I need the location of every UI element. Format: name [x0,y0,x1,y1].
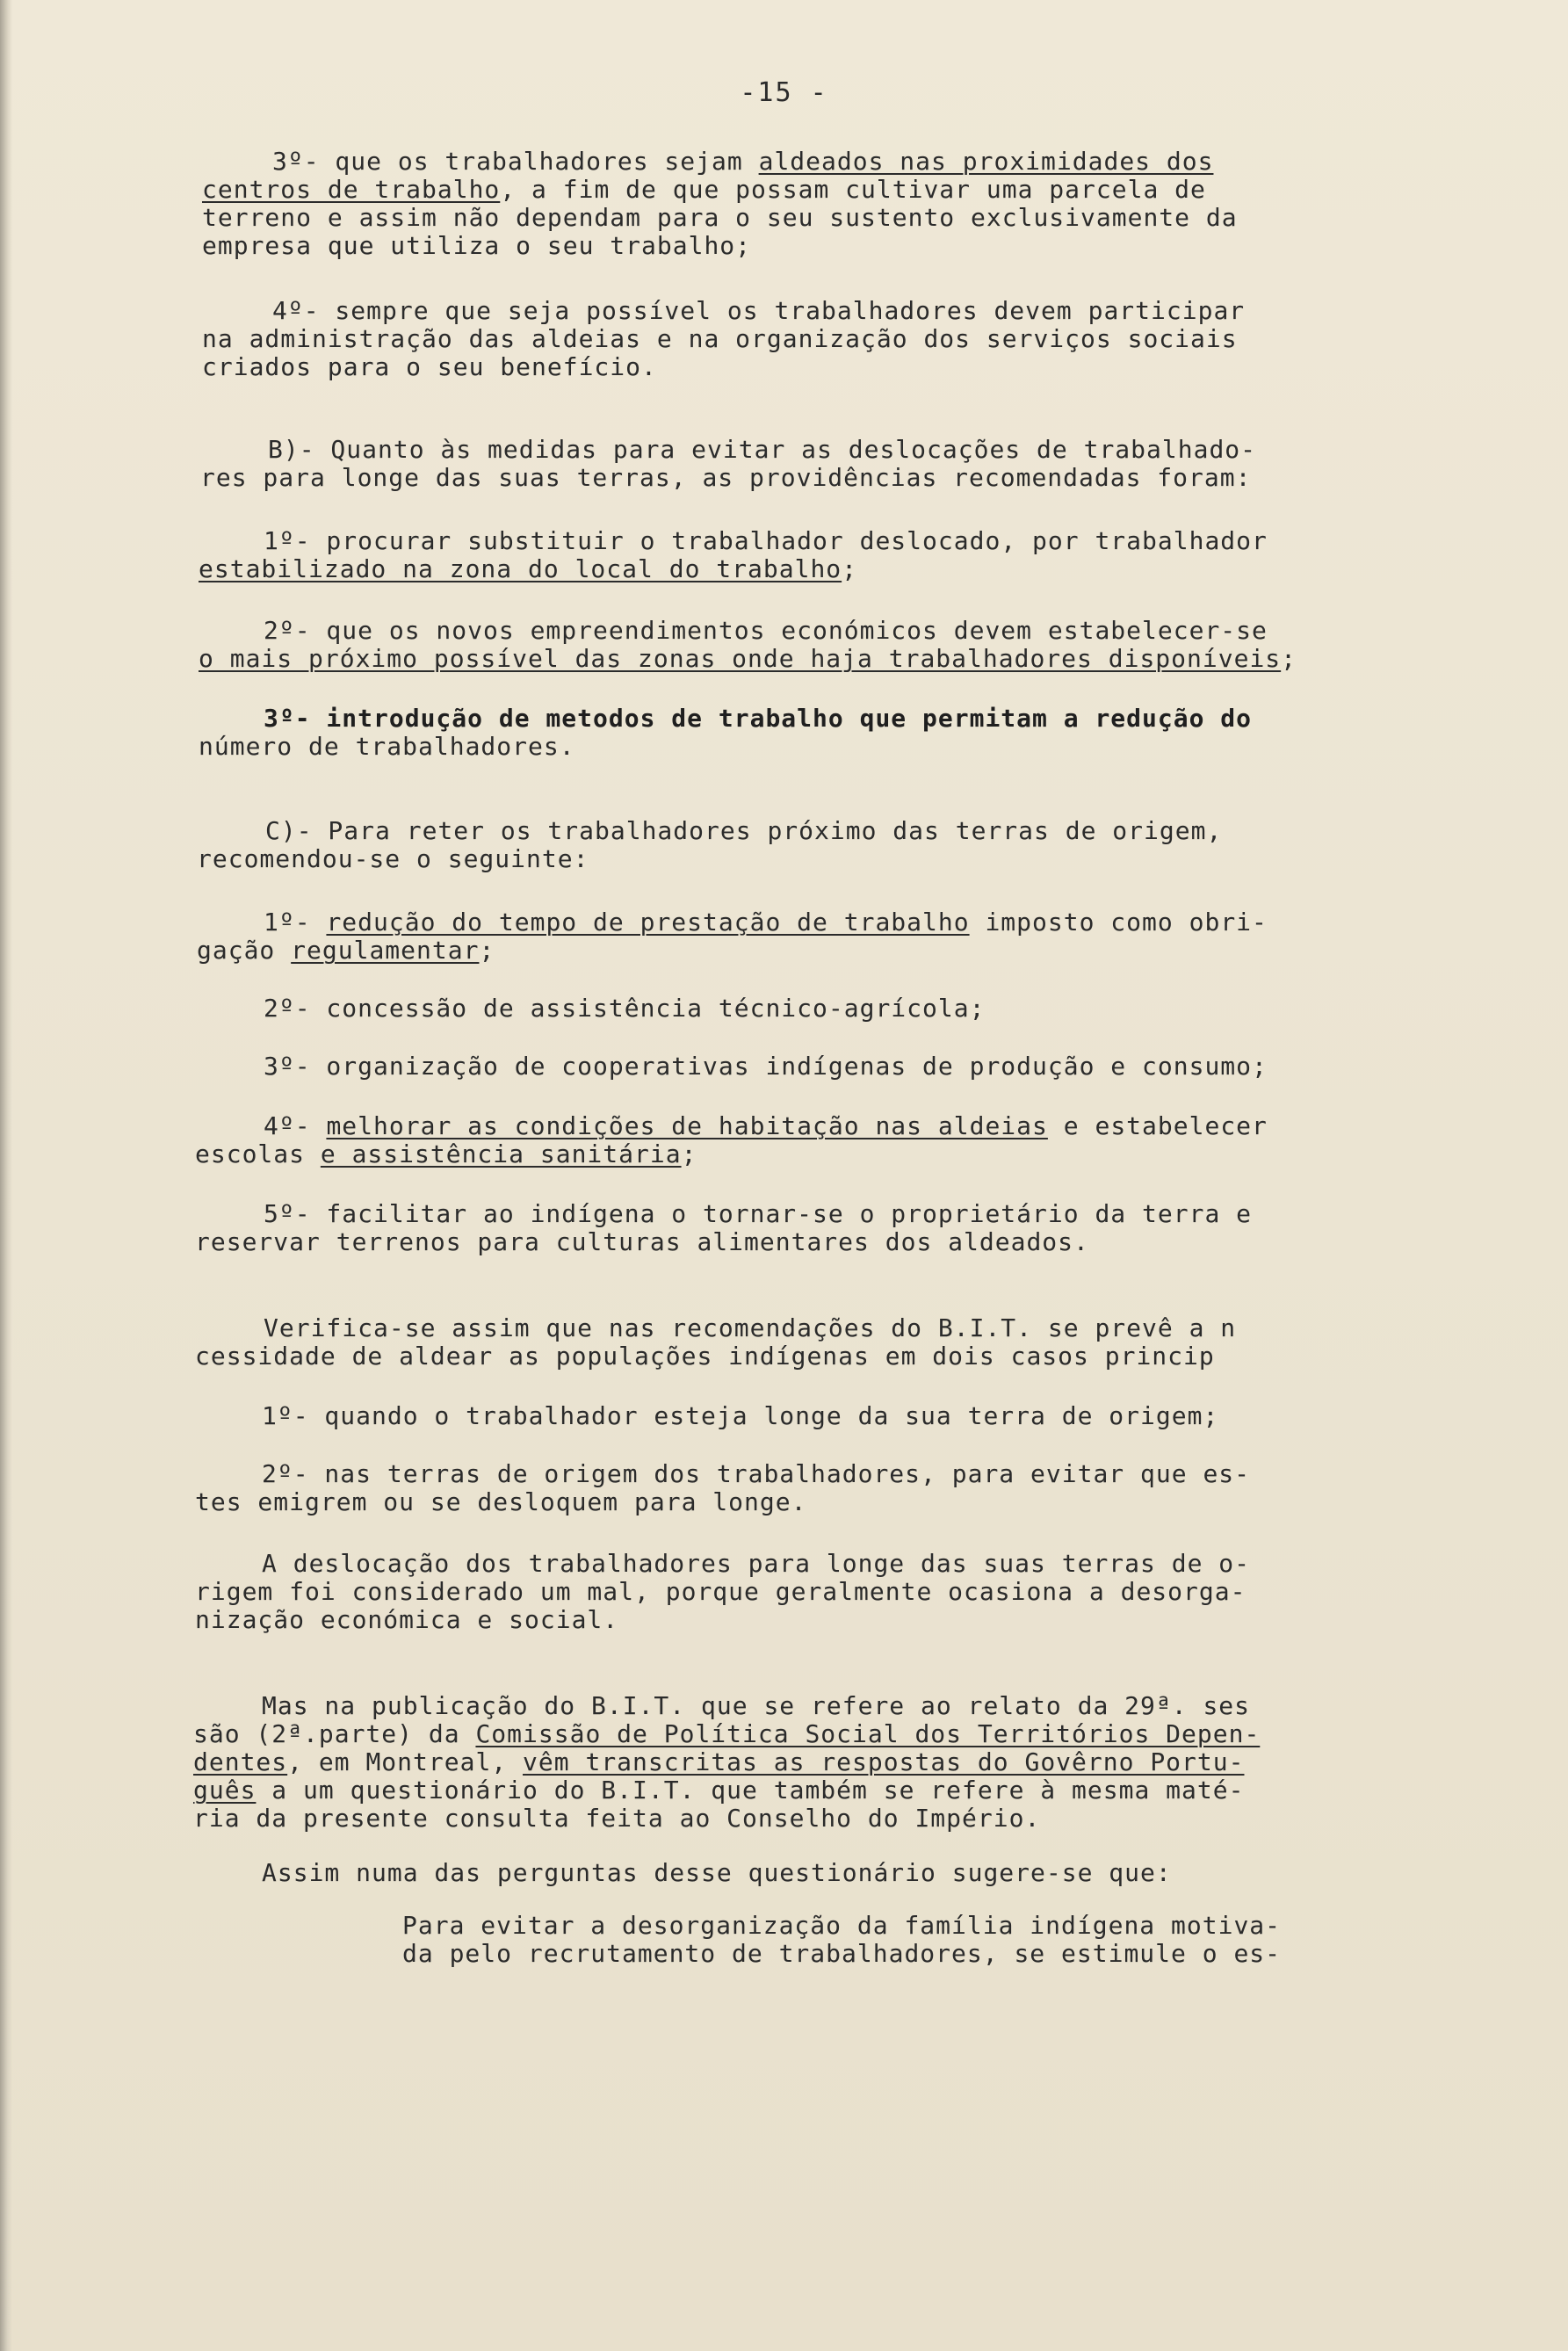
section-c-item-5-line-2: reservar terrenos para culturas alimentares dos aldeados. [195,1227,1089,1256]
section-b-item-2-line-1: 2º- que os novos empreendimentos económicos devem estabelecer-se [264,616,1268,645]
underlined-text: aldeados nas proximidades dos [758,147,1214,176]
section-c-line-2: recomendou-se o seguinte: [197,844,589,873]
underlined-text: dentes [193,1747,288,1776]
quotation-line-2: da pelo recrutamento de trabalhadores, se estimule o es- [402,1939,1282,1968]
underlined-text: guês [193,1776,257,1805]
underlined-text: o mais próximo possível das zonas onde haja trabalhadores disponíveis [199,644,1282,673]
paragraph-verifica-line-1: Verifica-se assim que nas recomendações do B.I.T. se prevê a n [264,1313,1237,1342]
underlined-text: melhorar as condições de habitação nas aldeias [326,1111,1048,1140]
quotation-line-1: Para evitar a desorganização da família indígena motiva- [402,1911,1282,1940]
underlined-text: Comissão de Política Social dos Territórios Depen- [475,1719,1261,1748]
item-4-line-3: criados para o seu benefício. [202,352,657,381]
paragraph-publicacao-line-3: dentes, em Montreal, vêm transcritas as respostas do Govêrno Portu- [193,1747,1245,1776]
section-c-item-2: 2º- concessão de assistência técnico-agrícola; [264,994,986,1023]
paragraph-publicacao-line-1: Mas na publicação do B.I.T. que se refere ao relato da 29ª. ses [262,1691,1251,1720]
paragraph-deslocacao-line-3: nização económica e social. [195,1605,619,1634]
item-3-line-2: centros de trabalho, a fim de que possam cultivar uma parcela de [202,175,1206,204]
page-number: -15 - [740,77,828,108]
section-b-line-1: B)- Quanto às medidas para evitar as deslocações de trabalhado- [268,435,1257,464]
item-3-line-4: empresa que utiliza o seu trabalho; [202,231,752,260]
section-b-item-2-line-2: o mais próximo possível das zonas onde haja trabalhadores disponíveis; [199,644,1297,673]
item-4-line-2: na administração das aldeias e na organização dos serviços sociais [202,324,1238,353]
paragraph-publicacao-line-4: guês a um questionário do B.I.T. que também se refere à mesma maté- [193,1776,1245,1805]
paragraph-verifica-line-2: cessidade de aldear as populações indígenas em dois casos princip [195,1342,1215,1371]
underlined-text: e assistência sanitária [320,1139,682,1168]
verifica-item-2-line-2: tes emigrem ou se desloquem para longe. [195,1487,807,1516]
paragraph-assim: Assim numa das perguntas desse questionário sugere-se que: [262,1858,1172,1887]
section-b-item-1-line-1: 1º- procurar substituir o trabalhador deslocado, por trabalhador [264,526,1268,555]
paragraph-deslocacao-line-1: A deslocação dos trabalhadores para longe das suas terras de o- [262,1549,1251,1578]
item-3-line-3: terreno e assim não dependam para o seu sustento exclusivamente da [202,203,1238,232]
section-c-item-4-line-1: 4º- melhorar as condições de habitação nas aldeias e estabelecer [264,1111,1268,1140]
underlined-text: regulamentar [291,936,480,965]
underlined-text: centros de trabalho [202,175,501,204]
item-4-line-1: 4º- sempre que seja possível os trabalhadores devem participar [272,296,1246,325]
underlined-text: estabilizado na zona do local do trabalho [199,554,842,583]
paragraph-publicacao-line-5: ria da presente consulta feita ao Conselho do Império. [193,1804,1041,1833]
section-b-item-1-line-2: estabilizado na zona do local do trabalho; [199,554,858,583]
section-c-item-4-line-2: escolas e assistência sanitária; [195,1139,697,1168]
section-c-item-3: 3º- organização de cooperativas indígenas de produção e consumo; [264,1052,1268,1081]
section-b-line-2: res para longe das suas terras, as providências recomendadas foram: [200,463,1252,492]
section-c-line-1: C)- Para reter os trabalhadores próximo das terras de origem, [265,816,1223,845]
underlined-text: redução do tempo de prestação de trabalho [326,908,970,937]
verifica-item-1: 1º- quando o trabalhador esteja longe da sua terra de origem; [262,1401,1219,1430]
section-b-item-3-line-1: 3º- introdução de metodos de trabalho que permitam a redução do [264,704,1253,733]
paragraph-deslocacao-line-2: rigem foi considerado um mal, porque geralmente ocasiona a desorga- [195,1577,1246,1606]
section-c-item-1-line-1: 1º- redução do tempo de prestação de trabalho imposto como obri- [264,908,1268,937]
section-c-item-1-line-2: gação regulamentar; [197,936,495,965]
item-3-line-1: 3º- que os trabalhadores sejam aldeados nas proximidades dos [272,147,1214,176]
paragraph-publicacao-line-2: são (2ª.parte) da Comissão de Política Social dos Territórios Depen- [193,1719,1261,1748]
page-edge-shadow [0,0,12,2351]
section-c-item-5-line-1: 5º- facilitar ao indígena o tornar-se o proprietário da terra e [264,1199,1253,1228]
section-b-item-3-line-2: número de trabalhadores. [199,732,575,761]
verifica-item-2-line-1: 2º- nas terras de origem dos trabalhadores, para evitar que es- [262,1459,1251,1488]
underlined-text: vêm transcritas as respostas do Govêrno Portu- [523,1747,1245,1776]
